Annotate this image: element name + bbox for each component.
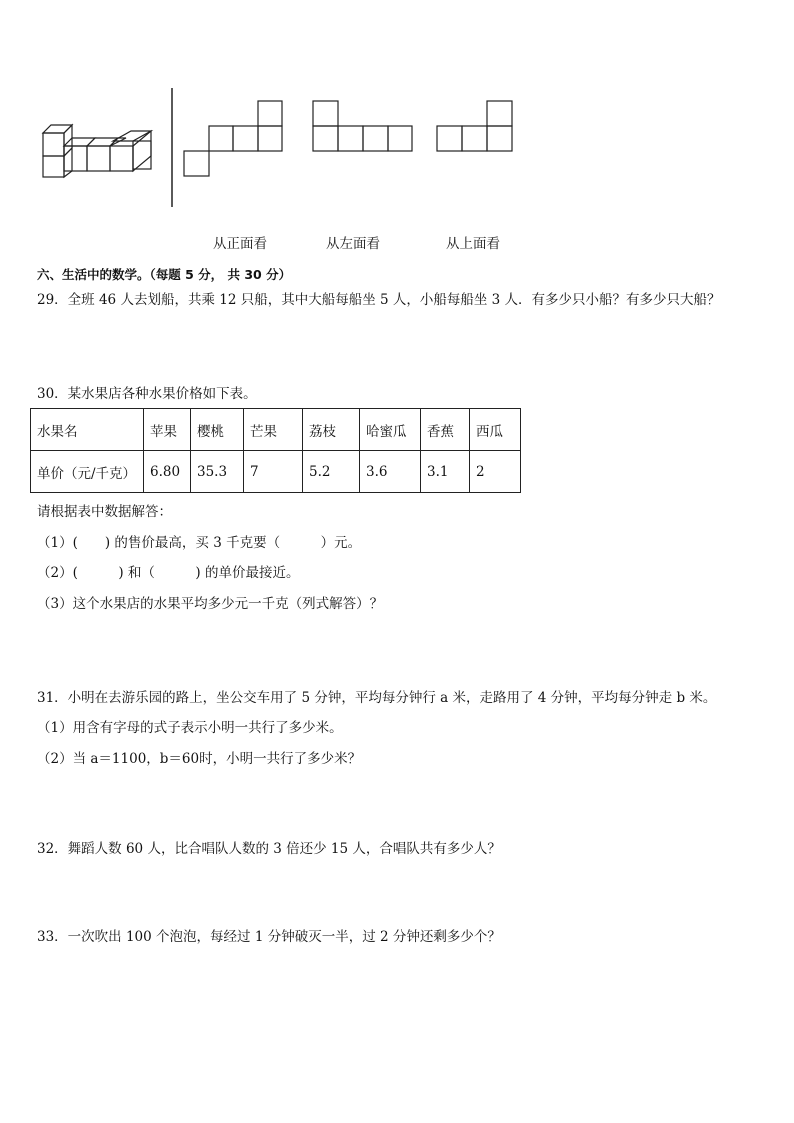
question-32: 32．舞蹈人数 60 人，比合唱队人数的 3 倍还少 15 人，合唱队共有多少人？ (37, 841, 501, 857)
table-row (31, 451, 521, 493)
left-view-label: 从左面看 (326, 236, 380, 252)
table-cell: 单价（元/千克） (31, 451, 144, 493)
table-cell: 6.80 (144, 451, 191, 493)
table-cell: 3.6 (360, 451, 421, 493)
left-view-grid (313, 101, 412, 151)
table-cell: 香蕉 (421, 409, 470, 451)
table-cell: 苹果 (144, 409, 191, 451)
question-30-instruction: 请根据表中数据解答： (37, 504, 172, 520)
isometric-cube-stack (43, 125, 151, 177)
question-31-sub2: （2）当 a＝1100，b＝60时，小明一共行了多少米？ (37, 751, 362, 767)
question-31-sub1: （1）用含有字母的式子表示小明一共行了多少米。 (37, 720, 343, 736)
table-cell: 35.3 (191, 451, 244, 493)
question-30-sub1: （1）( ) 的售价最高，买 3 千克要（ ）元。 (37, 535, 362, 551)
fruit-price-table (30, 408, 521, 493)
table-header-row (31, 409, 521, 451)
question-31: 31．小明在去游乐园的路上，坐公交车用了 5 分钟，平均每分钟行 a 米，走路用了 4 分钟，平均每分钟走 b 米。 (37, 690, 717, 706)
question-30-sub2: （2）( ) 和（ ) 的单价最接近。 (37, 565, 300, 581)
question-30-intro: 30．某水果店各种水果价格如下表。 (37, 386, 257, 402)
front-view-label: 从正面看 (213, 236, 267, 252)
table-cell: 5.2 (303, 451, 360, 493)
table-cell: 荔枝 (303, 409, 360, 451)
question-29: 29．全班 46 人去划船，共乘 12 只船，其中大船每船坐 5 人，小船每船坐 3 人．有多少只小船？有多少只大船？ (37, 292, 721, 308)
question-30-sub3: （3）这个水果店的水果平均多少元一千克（列式解答）？ (37, 596, 384, 612)
table-cell: 3.1 (421, 451, 470, 493)
table-cell: 2 (470, 451, 521, 493)
table-cell: 芒果 (244, 409, 303, 451)
table-cell: 哈蜜瓜 (360, 409, 421, 451)
question-33: 33．一次吹出 100 个泡泡，每经过 1 分钟破灭一半，过 2 分钟还剩多少个？ (37, 929, 501, 945)
section-title: 六、生活中的数学。（每题 5 分， 共 30 分） (37, 267, 292, 282)
cube-views-figure (0, 0, 794, 260)
table-cell: 樱桃 (191, 409, 244, 451)
front-view-grid (184, 101, 282, 176)
table-cell: 7 (244, 451, 303, 493)
top-view-grid (437, 101, 512, 151)
top-view-label: 从上面看 (446, 236, 500, 252)
table-cell: 水果名 (31, 409, 144, 451)
table-cell: 西瓜 (470, 409, 521, 451)
